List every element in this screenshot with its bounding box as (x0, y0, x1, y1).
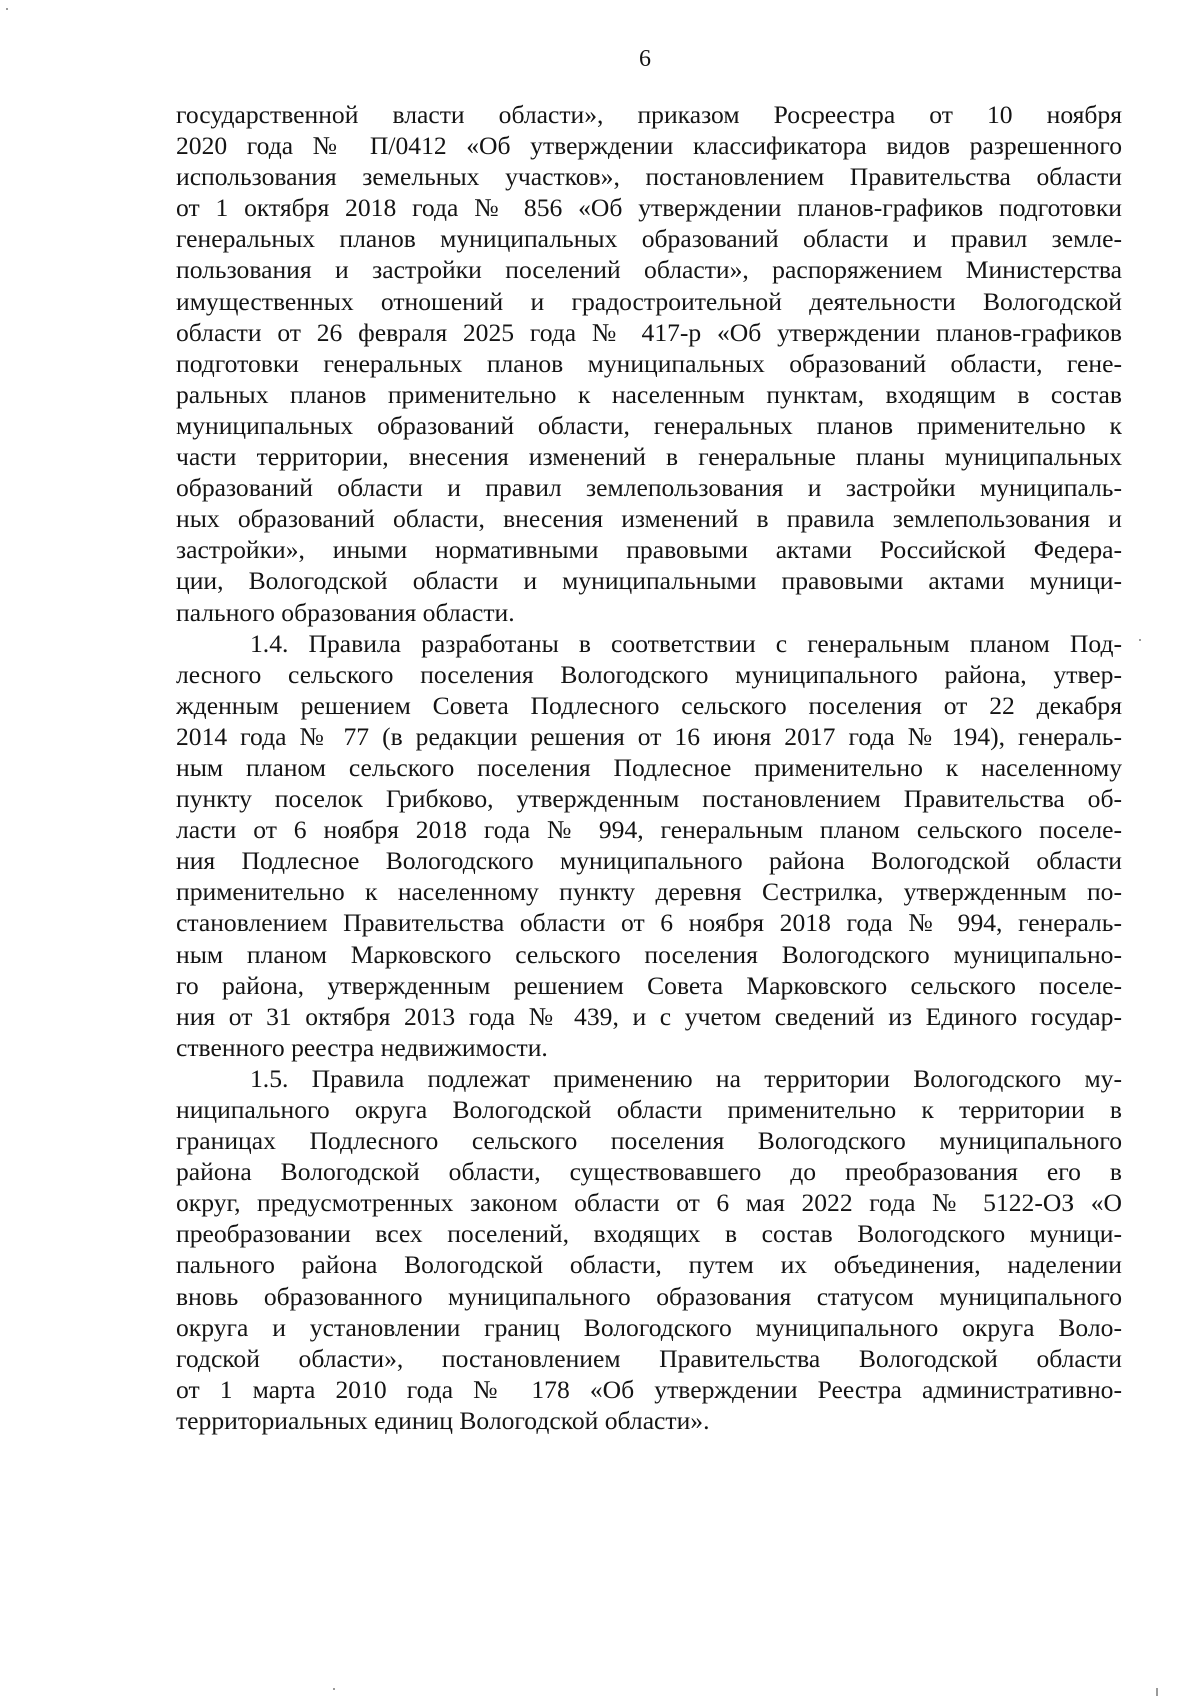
text-line: преобразовании всех поселений, входящих в состав Вологодского муници- (176, 1219, 1122, 1249)
text-line: жденным решением Совета Подлесного сельского поселения от 22 декабря (176, 690, 1122, 720)
text-line: ных образований области, внесения изменений в правила землепользования и (176, 504, 1122, 534)
text-line: 1.5. Правила подлежат применению на территории Вологодского му- (250, 1063, 1122, 1093)
text-line: имущественных отношений и градостроительной деятельности Вологодской (176, 286, 1122, 316)
text-line: 1.4. Правила разработаны в соответствии с генеральным планом Под- (250, 628, 1122, 658)
paragraph-continuation (176, 99, 1122, 628)
text-line: района Вологодской области, существовавшего до преобразования его в (176, 1157, 1122, 1187)
text-line: 2020 года № П/0412 «Об утверждении классификатора видов разрешенного (176, 131, 1122, 161)
text-line: лесного сельского поселения Вологодского муниципального района, утвер- (176, 659, 1122, 689)
text-line: государственной власти области», приказом Росреестра от 10 ноября (176, 100, 1122, 129)
paragraph-1-4 (176, 628, 1122, 1063)
text-line: 2014 года № 77 (в редакции решения от 16 июня 2017 года № 194), генераль- (176, 721, 1122, 751)
text-line: муниципальных образований области, генеральных планов применительно к (176, 410, 1122, 440)
text-line: границах Подлесного сельского поселения Вологодского муниципального (176, 1126, 1122, 1156)
text-line: округ, предусмотренных законом области от 6 мая 2022 года № 5122-ОЗ «О (176, 1188, 1122, 1218)
text-line: образований области и правил землепользования и застройки муниципаль- (176, 473, 1122, 503)
text-line: ным планом сельского поселения Подлесное применительно к населенному (176, 752, 1122, 782)
text-line: ниципального округа Вологодской области применительно к территории в (176, 1095, 1122, 1124)
text-line: ции, Вологодской области и муниципальными правовыми актами муници- (176, 566, 1122, 596)
text-line: от 1 октября 2018 года № 856 «Об утверждении планов-графиков подготовки (176, 193, 1122, 223)
text-line: застройки», иными нормативными правовыми актами Российской Федера- (176, 535, 1122, 565)
text-line: пального района Вологодской области, путем их объединения, наделении (176, 1250, 1122, 1280)
text-line: пункту поселок Грибково, утвержденным постановлением Правительства об- (176, 784, 1122, 814)
text-line: ственного реестра недвижимости. (176, 1032, 548, 1062)
text-line: ния Подлесное Вологодского муниципального района Вологодской области (176, 846, 1122, 876)
scan-speck (1139, 639, 1141, 641)
scan-speck (333, 1688, 335, 1690)
page-number: 6 (639, 46, 651, 72)
text-line: годской области», постановлением Правительства Вологодской области (176, 1343, 1122, 1373)
text-line: ральных планов применительно к населенным пунктам, входящим в состав (176, 379, 1122, 409)
scan-speck (6, 8, 8, 10)
text-line: становлением Правительства области от 6 ноября 2018 года № 994, генераль- (176, 908, 1122, 938)
text-line: ласти от 6 ноября 2018 года № 994, генеральным планом сельского поселе- (176, 815, 1122, 845)
scan-speck (1156, 1688, 1158, 1696)
paragraph-1-5 (176, 1063, 1122, 1436)
text-line: территориальных единиц Вологодской области». (176, 1405, 710, 1435)
text-line: от 1 марта 2010 года № 178 «Об утверждении Реестра административно- (176, 1374, 1122, 1404)
text-line: округа и установлении границ Вологодского муниципального округа Воло- (176, 1312, 1122, 1342)
text-line: использования земельных участков», постановлением Правительства области (176, 162, 1122, 192)
text-line: части территории, внесения изменений в генеральные планы муниципальных (176, 442, 1122, 472)
text-line: го района, утвержденным решением Совета Марковского сельского поселе- (176, 970, 1122, 1000)
text-line: ным планом Марковского сельского поселения Вологодского муниципально- (176, 939, 1122, 969)
text-line: генеральных планов муниципальных образований области и правил земле- (176, 224, 1122, 254)
text-line: вновь образованного муниципального образования статусом муниципального (176, 1281, 1122, 1311)
text-line: пользования и застройки поселений области», распоряжением Министерства (176, 255, 1122, 285)
text-line: области от 26 февраля 2025 года № 417-р «Об утверждении планов-графиков (176, 317, 1122, 347)
text-line: применительно к населенному пункту деревня Сестрилка, утвержденным по- (176, 877, 1122, 907)
text-line: ния от 31 октября 2013 года № 439, и с учетом сведений из Единого государ- (176, 1001, 1122, 1031)
document-body (176, 99, 1122, 1436)
text-line: подготовки генеральных планов муниципальных образований области, гене- (176, 348, 1122, 378)
text-line: пального образования области. (176, 597, 515, 627)
